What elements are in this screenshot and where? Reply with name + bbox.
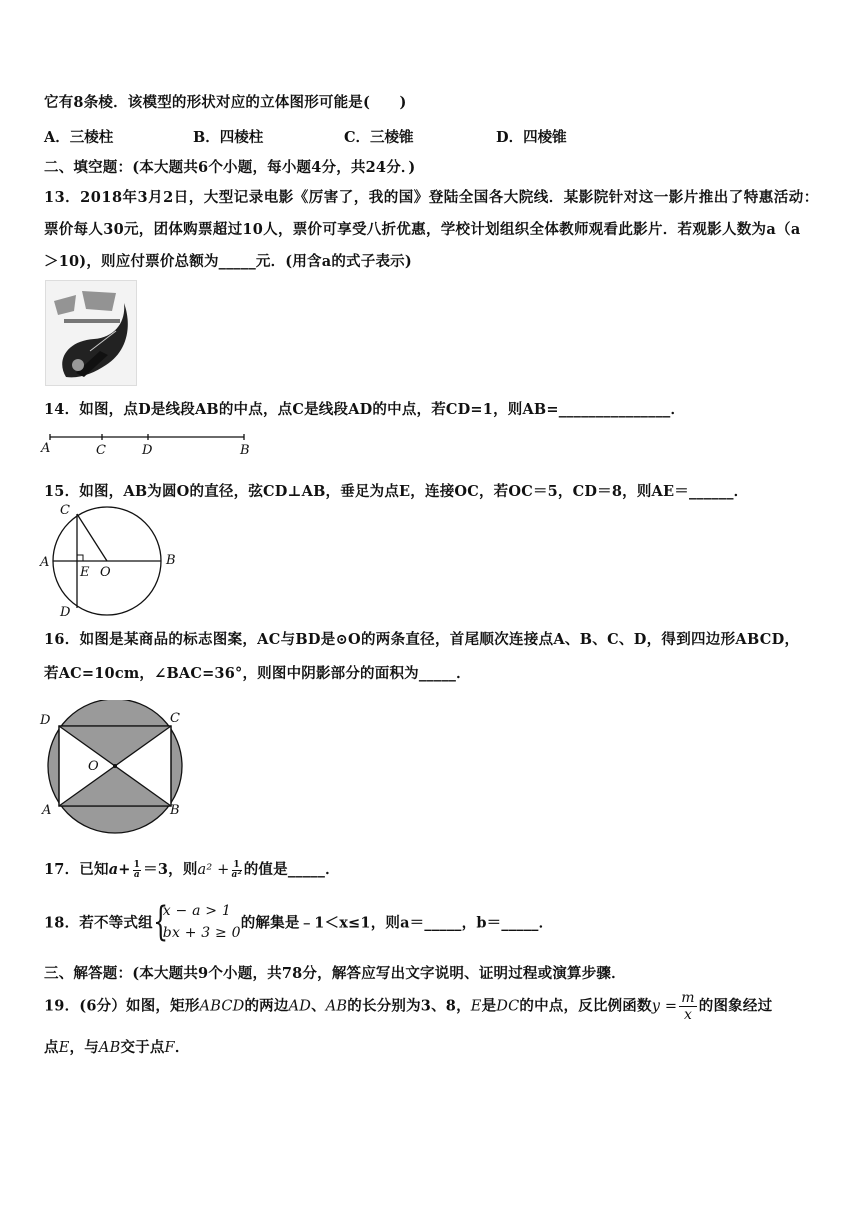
section-fill-blank-title: 二、填空题：(本大题共6个小题，每小题4分，共24分．): [44, 159, 416, 176]
q18-line: [44, 900, 553, 944]
option-b[interactable]: B．四棱柱: [193, 129, 264, 146]
label-o: O: [100, 565, 111, 580]
q17-suffix: 的值是_____．: [243, 861, 340, 878]
q17-expr: a² +: [197, 862, 230, 878]
q19-line1: 19．(6分）如图，矩形ABCD的两边AD、AB的长分别为3、8，E是DC的中点，反比例函数y = $\frac{m}{x}$ 的图象经过: [44, 990, 773, 1023]
option-c[interactable]: C．三棱锥: [344, 129, 414, 146]
label-c: C: [170, 711, 180, 726]
label-b: B: [170, 803, 180, 818]
q17-line: [44, 858, 340, 880]
label-d: D: [142, 443, 153, 458]
q16-line2: 若AC=10cm，∠BAC=36°，则图中阴影部分的面积为_____．: [44, 665, 471, 682]
center-dot: [113, 764, 117, 768]
movie-poster-image: [45, 280, 137, 386]
label-a: A: [42, 803, 52, 818]
q18-inequality-system: { x − a > 1 bx + 3 ≥ 0: [152, 899, 241, 945]
label-a: A: [41, 441, 51, 456]
q13-line2: 票价每人30元，团体购票超过10人，票价可享受八折优惠，学校计划组织全体教师观看此影片．若观影人数为a（a: [44, 221, 801, 238]
q17-eq: ＝3，则: [143, 861, 198, 878]
q19-fraction: $\frac{m}{x}$: [681, 990, 695, 1023]
section-solution-title: 三、解答题：(本大题共9个小题，共78分，解答应写出文字说明、证明过程或演算步骤．: [44, 965, 626, 982]
q18-row2: bx + 3 ≥ 0: [162, 925, 241, 941]
q14-text: 14．如图，点D是线段AB的中点，点C是线段AD的中点，若CD=1，则AB=_______________．: [44, 401, 686, 418]
q18-suffix: 的解集是﹣1＜x≤1，则a＝_____，b＝_____．: [240, 914, 554, 932]
q15-text: 15．如图，AB为圆O的直径，弦CD⊥AB，垂足为点E，连接OC，若OC＝5，CD＝8，则AE＝______．: [44, 483, 749, 500]
q18-row1: x − a > 1: [162, 903, 231, 919]
q17-var-a: a: [108, 861, 119, 878]
label-d: D: [40, 713, 51, 728]
q13-line1: 13．2018年3月2日，大型记录电影《厉害了，我的国》登陆全国各大院线．某影院针对这一影片推出了特惠活动：: [44, 189, 819, 206]
right-angle-mark: [77, 555, 83, 561]
label-a: A: [40, 555, 50, 570]
label-b: B: [166, 553, 176, 568]
segment-oc: [77, 514, 107, 561]
label-c: C: [96, 443, 106, 458]
option-d[interactable]: D．四棱锥: [496, 129, 567, 146]
q18-prefix: 18．若不等式组: [44, 914, 153, 932]
label-c: C: [60, 503, 70, 518]
q19-line2: 点E，与AB交于点F．: [44, 1039, 190, 1056]
label-o: O: [88, 759, 99, 774]
label-b: B: [240, 443, 250, 458]
q16-line1: 16．如图是某商品的标志图案，AC与BD是⊙O的两条直径，首尾顺次连接点A、B、C、D，得到四边形ABCD，: [44, 631, 800, 648]
q14-segment-figure: [38, 428, 258, 460]
option-a[interactable]: A．三棱柱: [44, 129, 114, 146]
q16-logo-figure: [38, 700, 188, 836]
question-intro: 它有8条棱．该模型的形状对应的立体图形可能是( ): [44, 94, 407, 111]
movie-poster-graphic: [46, 281, 136, 385]
q17-fraction-1: $\frac{1}{a}$: [133, 859, 141, 880]
q15-circle-figure: [38, 500, 188, 620]
q17-prefix: 17．已知: [44, 861, 109, 878]
q17-fraction-2: $\frac{1}{\text{a²}}$: [231, 859, 242, 880]
q17-plus: +: [118, 861, 131, 878]
q13-line3: ＞10)，则应付票价总额为_____元．(用含a的式子表示): [44, 253, 412, 270]
label-e: E: [80, 565, 90, 580]
label-d: D: [60, 605, 71, 620]
